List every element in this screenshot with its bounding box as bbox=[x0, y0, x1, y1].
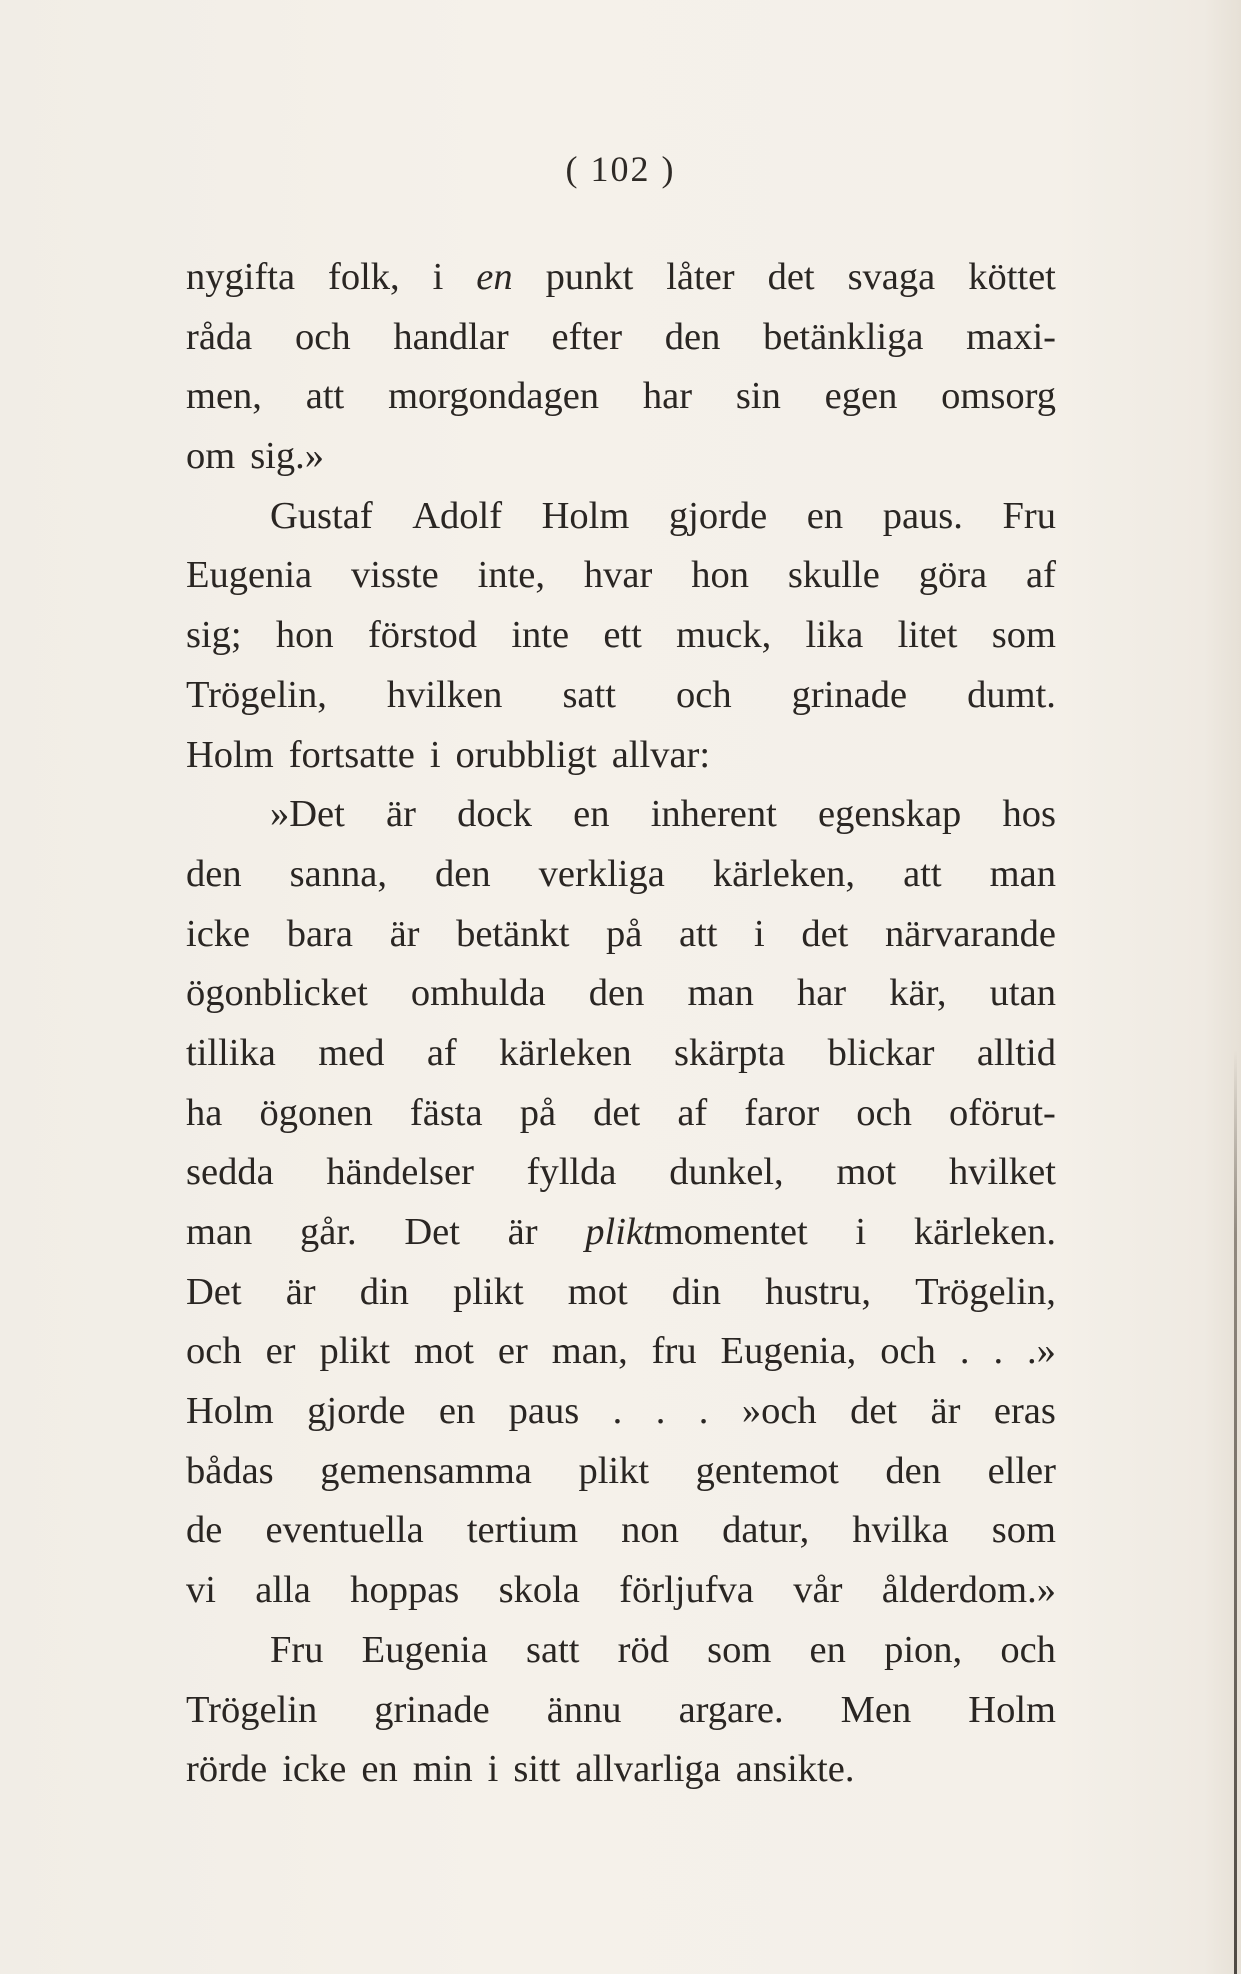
word: er bbox=[265, 1330, 296, 1373]
word: men, bbox=[186, 375, 262, 418]
text-line bbox=[186, 308, 1056, 368]
word: alla bbox=[255, 1569, 311, 1612]
word: . bbox=[993, 1330, 1004, 1373]
word: . bbox=[698, 1390, 709, 1433]
word: kärleken bbox=[499, 1031, 632, 1074]
text-line bbox=[186, 248, 1056, 308]
word: en bbox=[806, 494, 844, 537]
word: af bbox=[426, 1031, 457, 1074]
word: pion, bbox=[884, 1628, 963, 1671]
word: går. bbox=[300, 1211, 357, 1253]
word: grinade bbox=[791, 673, 908, 716]
word: betänkliga bbox=[763, 315, 924, 358]
word: eller bbox=[987, 1449, 1056, 1492]
word: fyllda bbox=[526, 1151, 617, 1194]
word: satt bbox=[562, 673, 616, 716]
word: Holm bbox=[968, 1688, 1056, 1731]
word: är bbox=[285, 1270, 316, 1313]
word: en bbox=[809, 1628, 846, 1671]
text-line bbox=[186, 546, 1056, 606]
word: Men bbox=[840, 1688, 912, 1731]
word: och bbox=[675, 673, 732, 716]
word: eras bbox=[993, 1390, 1056, 1433]
word: pliktmomentet bbox=[585, 1211, 808, 1253]
word: litet bbox=[897, 614, 958, 657]
word: ett bbox=[603, 614, 642, 657]
word: en bbox=[573, 793, 610, 836]
word: i bbox=[429, 733, 441, 776]
word: vi bbox=[186, 1569, 216, 1612]
word: betänkt bbox=[456, 912, 570, 955]
word: hon bbox=[275, 614, 334, 657]
text-line bbox=[186, 1561, 1056, 1621]
word: orubbligt bbox=[455, 733, 597, 776]
word: hoppas bbox=[350, 1569, 460, 1612]
word: omsorg bbox=[941, 375, 1056, 418]
word: hvar bbox=[583, 554, 653, 597]
word: hvilket bbox=[949, 1151, 1056, 1194]
text-line bbox=[186, 1740, 1056, 1800]
text-line bbox=[186, 1203, 1056, 1263]
word: att bbox=[678, 912, 718, 955]
text-line bbox=[186, 606, 1056, 666]
word: mot bbox=[836, 1151, 897, 1194]
word: ännu bbox=[546, 1688, 622, 1731]
text-line bbox=[186, 1143, 1056, 1203]
word: Eugenia, bbox=[720, 1330, 857, 1373]
word: kärleken, bbox=[712, 852, 856, 895]
word: den bbox=[588, 972, 645, 1015]
word: svaga bbox=[847, 256, 936, 298]
word: sig; bbox=[186, 614, 242, 657]
word: vår bbox=[793, 1569, 843, 1612]
word: morgondagen bbox=[388, 375, 600, 418]
word: hos bbox=[1002, 793, 1056, 836]
word: er bbox=[497, 1330, 528, 1373]
word: röd bbox=[617, 1628, 669, 1671]
text-line bbox=[186, 1501, 1056, 1561]
word: bara bbox=[286, 912, 353, 955]
word: non bbox=[621, 1509, 679, 1552]
word: gjorde bbox=[307, 1390, 406, 1433]
text-line bbox=[186, 964, 1056, 1024]
word: dock bbox=[457, 793, 532, 836]
word: ögonblicket bbox=[186, 972, 368, 1015]
word: datur, bbox=[722, 1509, 810, 1552]
word: kärleken. bbox=[913, 1211, 1056, 1253]
word: har bbox=[642, 375, 693, 418]
text-line bbox=[186, 1442, 1056, 1502]
word: är bbox=[930, 1390, 961, 1433]
word: Trögelin, bbox=[915, 1270, 1056, 1313]
word: inte bbox=[511, 614, 570, 657]
word: ålderdom.» bbox=[881, 1569, 1056, 1612]
word: rörde bbox=[186, 1748, 268, 1791]
word: alltid bbox=[976, 1031, 1056, 1074]
text-line bbox=[186, 1382, 1056, 1442]
word: gjorde bbox=[668, 494, 768, 537]
word: i bbox=[855, 1211, 867, 1253]
text-line bbox=[186, 367, 1056, 427]
word: och bbox=[294, 315, 351, 358]
word: »Det bbox=[270, 793, 345, 836]
text-line bbox=[186, 487, 1056, 547]
word: fru bbox=[651, 1330, 697, 1373]
word: om bbox=[186, 435, 236, 478]
word: närvarande bbox=[884, 912, 1056, 955]
word: förstod bbox=[367, 614, 478, 657]
word: paus. bbox=[882, 494, 963, 537]
word: köttet bbox=[968, 256, 1056, 298]
word: fästa bbox=[409, 1091, 483, 1134]
word: eventuella bbox=[265, 1509, 424, 1552]
text-line bbox=[186, 845, 1056, 905]
word: man bbox=[687, 972, 754, 1015]
text-line bbox=[186, 726, 1056, 786]
word: argare. bbox=[678, 1688, 784, 1731]
word: icke bbox=[186, 912, 251, 955]
word: man bbox=[989, 852, 1056, 895]
word: plikt bbox=[319, 1330, 391, 1373]
word: af bbox=[1026, 554, 1056, 597]
word: är bbox=[389, 912, 420, 955]
word: bådas bbox=[186, 1449, 274, 1492]
word: ha bbox=[186, 1091, 223, 1134]
word: skärpta bbox=[674, 1031, 786, 1074]
word: inte, bbox=[477, 554, 545, 597]
word: plikt bbox=[453, 1270, 524, 1313]
word: gentemot bbox=[695, 1449, 839, 1492]
word: låter bbox=[666, 256, 735, 298]
word: att bbox=[903, 852, 942, 895]
word: tillika bbox=[186, 1031, 276, 1074]
word: satt bbox=[526, 1628, 580, 1671]
word: i bbox=[487, 1748, 499, 1791]
word: en bbox=[361, 1748, 398, 1791]
word: Adolf bbox=[412, 494, 503, 537]
word: den bbox=[885, 1449, 942, 1492]
word: det bbox=[593, 1091, 641, 1134]
word: på bbox=[519, 1091, 557, 1134]
word: hon bbox=[691, 554, 749, 597]
word: göra bbox=[918, 554, 988, 597]
word: dunkel, bbox=[669, 1151, 784, 1194]
word: sin bbox=[735, 375, 781, 418]
word: . bbox=[959, 1330, 970, 1373]
word: Fru bbox=[270, 1628, 324, 1671]
word: med bbox=[318, 1031, 385, 1074]
word: din bbox=[359, 1270, 409, 1313]
word: grinade bbox=[374, 1688, 490, 1731]
word: i bbox=[754, 912, 765, 955]
word: nygifta bbox=[186, 256, 296, 298]
word: mot bbox=[414, 1330, 474, 1373]
text-line bbox=[186, 666, 1056, 726]
word: handlar bbox=[393, 315, 509, 358]
word: som bbox=[991, 614, 1056, 657]
word: sitt bbox=[513, 1748, 561, 1791]
word: Fru bbox=[1002, 494, 1056, 537]
word: Holm bbox=[541, 494, 630, 537]
word: ansikte. bbox=[735, 1748, 855, 1791]
word: mot bbox=[567, 1270, 628, 1313]
word: plikt bbox=[578, 1449, 650, 1492]
body-text bbox=[186, 248, 1056, 1800]
word: efter bbox=[551, 315, 623, 358]
word: dumt. bbox=[967, 673, 1056, 716]
word: tertium bbox=[466, 1509, 579, 1552]
word: och bbox=[880, 1330, 936, 1373]
word: sanna, bbox=[289, 852, 387, 895]
text-line bbox=[186, 1263, 1056, 1323]
word: händelser bbox=[326, 1151, 474, 1194]
text-line bbox=[186, 427, 1056, 487]
word: paus bbox=[508, 1390, 580, 1433]
page-number: ( 102 ) bbox=[565, 149, 676, 189]
word: Holm bbox=[186, 1390, 274, 1433]
word: de bbox=[186, 1509, 223, 1552]
word: maxi- bbox=[966, 315, 1056, 358]
text-line bbox=[186, 905, 1056, 965]
word: utan bbox=[989, 972, 1056, 1015]
word: »och bbox=[741, 1390, 817, 1433]
word: icke bbox=[282, 1748, 347, 1791]
word: har bbox=[796, 972, 847, 1015]
word: faror bbox=[744, 1091, 820, 1134]
word: och bbox=[856, 1091, 912, 1134]
word: en bbox=[476, 256, 513, 298]
word: blickar bbox=[827, 1031, 935, 1074]
word: hustru, bbox=[765, 1270, 871, 1313]
word: råda bbox=[186, 315, 253, 358]
word: hvilka bbox=[852, 1509, 949, 1552]
word: och bbox=[186, 1330, 242, 1373]
word: allvar: bbox=[611, 733, 711, 776]
word: är bbox=[507, 1211, 538, 1253]
page-edge-shadow bbox=[1234, 1050, 1237, 1974]
word: egen bbox=[824, 375, 898, 418]
word: folk, bbox=[328, 256, 400, 298]
word: lika bbox=[805, 614, 864, 657]
text-line bbox=[186, 785, 1056, 845]
word: omhulda bbox=[410, 972, 546, 1015]
text-line bbox=[186, 1024, 1056, 1084]
word: är bbox=[386, 793, 416, 836]
word: man, bbox=[551, 1330, 628, 1373]
word: och bbox=[1000, 1628, 1056, 1671]
word: den bbox=[435, 852, 491, 895]
word: som bbox=[707, 1628, 772, 1671]
text-line bbox=[186, 1621, 1056, 1681]
word: af bbox=[677, 1091, 708, 1134]
word: Holm bbox=[186, 733, 274, 776]
word: man bbox=[186, 1211, 253, 1253]
word: som bbox=[991, 1509, 1056, 1552]
word: kär, bbox=[889, 972, 947, 1015]
word: . bbox=[655, 1390, 666, 1433]
word: egenskap bbox=[818, 793, 962, 836]
word: det bbox=[767, 256, 815, 298]
word: Det bbox=[404, 1211, 460, 1253]
word: inherent bbox=[650, 793, 777, 836]
word: Eugenia bbox=[361, 1628, 488, 1671]
word: gemensamma bbox=[320, 1449, 532, 1492]
word: din bbox=[671, 1270, 721, 1313]
text-line bbox=[186, 1681, 1056, 1741]
word: visste bbox=[351, 554, 439, 597]
word: hvilken bbox=[386, 673, 503, 716]
word: .» bbox=[1027, 1330, 1056, 1373]
word: sedda bbox=[186, 1151, 274, 1194]
word: Trögelin, bbox=[186, 673, 327, 716]
word: Gustaf bbox=[270, 494, 373, 537]
word: fortsatte bbox=[288, 733, 415, 776]
word: den bbox=[664, 315, 721, 358]
word: sig.» bbox=[250, 435, 325, 478]
word: punkt bbox=[545, 256, 634, 298]
text-line bbox=[186, 1084, 1056, 1144]
word: det bbox=[850, 1390, 898, 1433]
word: . bbox=[612, 1390, 623, 1433]
word: verkliga bbox=[538, 852, 665, 895]
word: Trögelin bbox=[186, 1688, 318, 1731]
word: förljufva bbox=[619, 1569, 754, 1612]
text-line bbox=[186, 1322, 1056, 1382]
word: allvarliga bbox=[575, 1748, 721, 1791]
word: Det bbox=[186, 1270, 242, 1313]
word: muck, bbox=[676, 614, 772, 657]
word: det bbox=[801, 912, 849, 955]
word: på bbox=[606, 912, 643, 955]
word: skulle bbox=[787, 554, 880, 597]
word: den bbox=[186, 852, 242, 895]
word: min bbox=[412, 1748, 473, 1791]
word: oförut- bbox=[948, 1091, 1056, 1134]
word: Eugenia bbox=[186, 554, 313, 597]
word: i bbox=[432, 256, 444, 298]
word: att bbox=[305, 375, 345, 418]
word: skola bbox=[498, 1569, 580, 1612]
word: en bbox=[438, 1390, 476, 1433]
word: ögonen bbox=[259, 1091, 373, 1134]
